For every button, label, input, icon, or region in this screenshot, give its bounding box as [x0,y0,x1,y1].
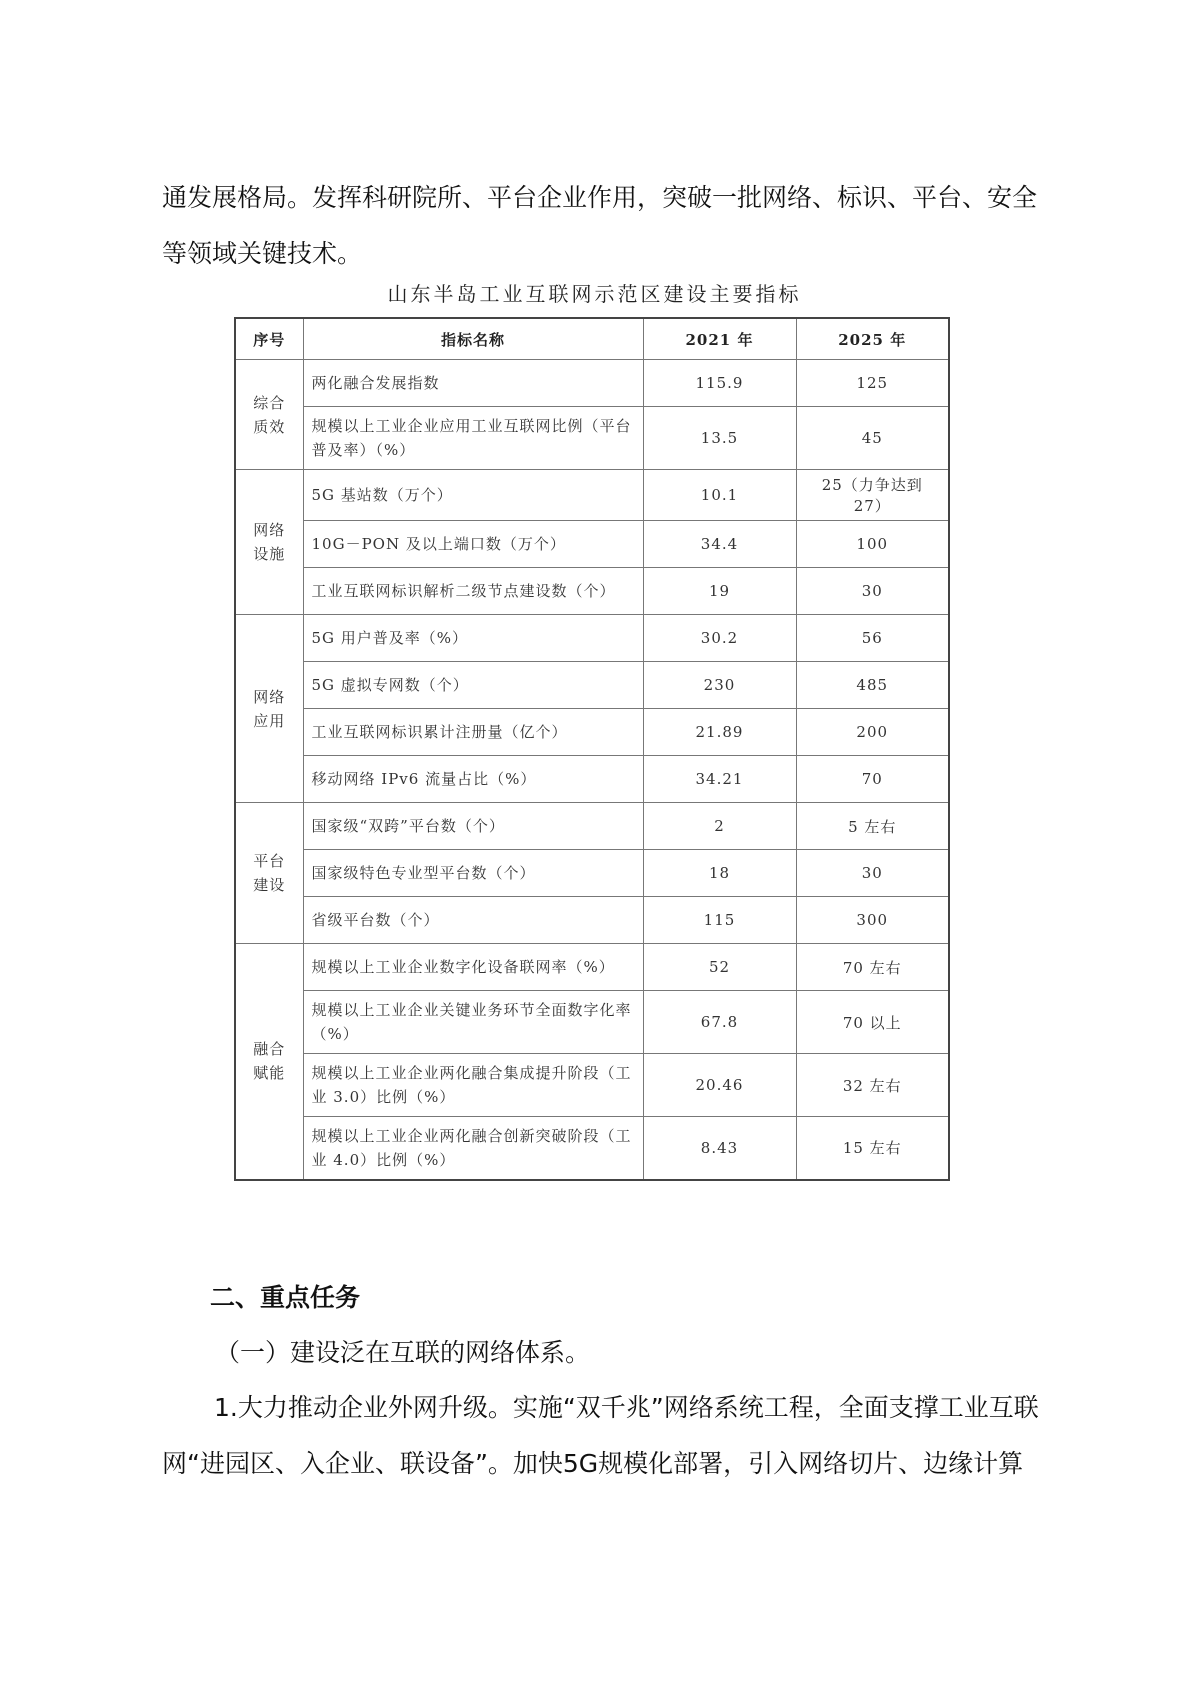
table-row [235,521,949,568]
table-row [235,407,949,470]
indicator-name-cell: 工业互联网标识累计注册量（亿个） [303,709,643,756]
header-2025: 2025 年 [796,318,949,360]
category-cell: 平台建设 [235,803,303,944]
table-row [235,803,949,850]
table-row [235,615,949,662]
header-index: 序号 [235,318,303,360]
value-2025-cell: 300 [796,897,949,944]
category-cell: 网络应用 [235,615,303,803]
value-2025-cell: 32 左右 [796,1054,949,1117]
table-row [235,662,949,709]
indicator-name-cell: 规模以上工业企业数字化设备联网率（%） [303,944,643,991]
indicator-name-cell: 工业互联网标识解析二级节点建设数（个） [303,568,643,615]
value-2021-cell: 52 [643,944,796,991]
table-row [235,360,949,407]
table-row [235,850,949,897]
indicator-name-cell: 5G 用户普及率（%） [303,615,643,662]
section-heading: 二、重点任务 [210,1283,361,1312]
value-2021-cell: 18 [643,850,796,897]
indicator-name-cell: 规模以上工业企业关键业务环节全面数字化率（%） [303,991,643,1054]
table-row [235,756,949,803]
value-2021-cell: 230 [643,662,796,709]
indicator-name-cell: 移动网络 IPv6 流量占比（%） [303,756,643,803]
value-2025-cell: 485 [796,662,949,709]
value-2021-cell: 10.1 [643,470,796,521]
value-2025-cell: 200 [796,709,949,756]
value-2025-cell: 25（力争达到 27） [796,470,949,521]
value-2021-cell: 34.4 [643,521,796,568]
value-2025-cell: 70 以上 [796,991,949,1054]
value-2021-cell: 20.46 [643,1054,796,1117]
table-row [235,1117,949,1180]
intro-paragraph: 通发展格局。发挥科研院所、平台企业作用，突破一批网络、标识、平台、安全等领域关键技术。 [162,183,1038,268]
table-row [235,944,949,991]
indicator-name-cell: 两化融合发展指数 [303,360,643,407]
category-cell: 融合赋能 [235,944,303,1180]
value-2025-cell: 15 左右 [796,1117,949,1180]
table-row [235,709,949,756]
value-2021-cell: 13.5 [643,407,796,470]
indicator-name-cell: 5G 虚拟专网数（个） [303,662,643,709]
header-indicator-name: 指标名称 [303,318,643,360]
value-2021-cell: 115.9 [643,360,796,407]
value-2021-cell: 8.43 [643,1117,796,1180]
value-2021-cell: 2 [643,803,796,850]
category-cell: 网络设施 [235,470,303,615]
value-2021-cell: 21.89 [643,709,796,756]
value-2021-cell: 30.2 [643,615,796,662]
indicator-name-cell: 规模以上工业企业两化融合集成提升阶段（工业 3.0）比例（%） [303,1054,643,1117]
table-header-row [235,318,949,360]
indicator-name-cell: 国家级“双跨”平台数（个） [303,803,643,850]
table-row [235,991,949,1054]
value-2021-cell: 67.8 [643,991,796,1054]
value-2021-cell: 19 [643,568,796,615]
indicator-name-cell: 规模以上工业企业两化融合创新突破阶段（工业 4.0）比例（%） [303,1117,643,1180]
value-2025-cell: 70 [796,756,949,803]
header-2021: 2021 年 [643,318,796,360]
value-2021-cell: 115 [643,897,796,944]
value-2025-cell: 45 [796,407,949,470]
value-2025-cell: 30 [796,568,949,615]
indicator-name-cell: 5G 基站数（万个） [303,470,643,521]
table-body [235,360,949,1180]
table-row [235,1054,949,1117]
value-2025-cell: 5 左右 [796,803,949,850]
table-row [235,568,949,615]
value-2025-cell: 70 左右 [796,944,949,991]
subsection-heading: （一）建设泛在互联的网络体系。 [215,1338,591,1367]
value-2025-cell: 56 [796,615,949,662]
table-row [235,470,949,521]
value-2021-cell: 34.21 [643,756,796,803]
table-caption: 山东半岛工业互联网示范区建设主要指标 [387,282,802,306]
task-paragraph [162,1380,1042,1492]
table-row [235,897,949,944]
value-2025-cell: 100 [796,521,949,568]
indicator-name-cell: 国家级特色专业型平台数（个） [303,850,643,897]
category-cell: 综合质效 [235,360,303,470]
task-paragraph-text: 1.大力推动企业外网升级。实施“双千兆”网络系统工程，全面支撑工业互联网“进园区、入企业、联设备”。加快5G规模化部署，引入网络切片、边缘计算 [162,1393,1039,1478]
indicator-name-cell: 规模以上工业企业应用工业互联网比例（平台普及率）（%） [303,407,643,470]
indicator-name-cell: 10G－PON 及以上端口数（万个） [303,521,643,568]
indicator-name-cell: 省级平台数（个） [303,897,643,944]
value-2025-cell: 125 [796,360,949,407]
indicator-table [234,317,950,1181]
value-2025-cell: 30 [796,850,949,897]
